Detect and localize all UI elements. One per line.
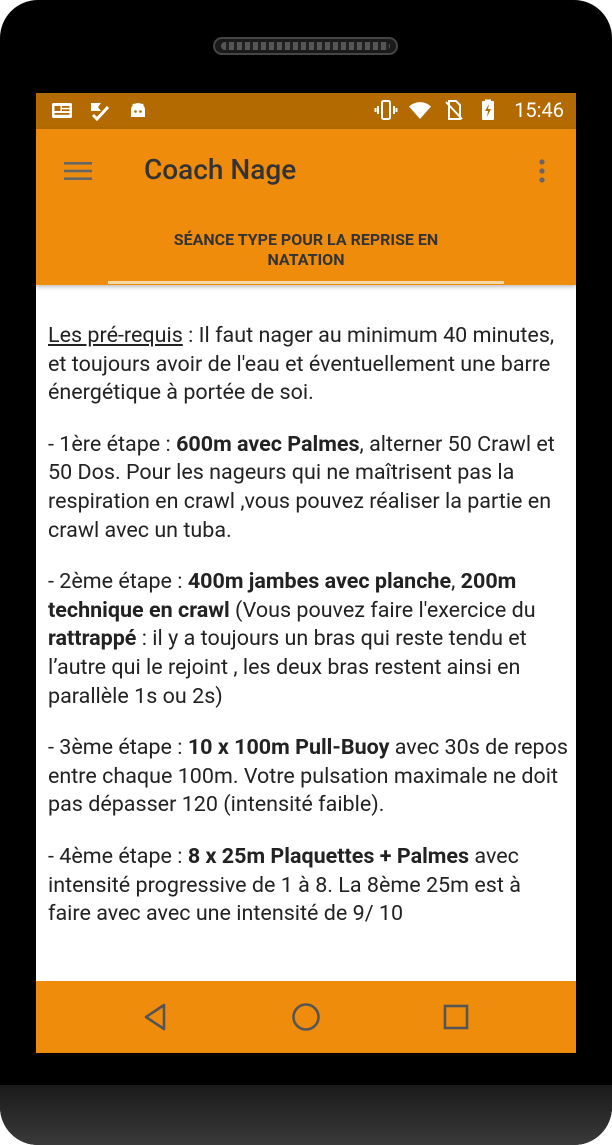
android-icon — [126, 99, 150, 123]
phone-speaker — [213, 37, 398, 55]
paragraph-step-2: - 2ème étape : 400m jambes avec planche, 200m technique en crawl (Vous pouvez faire l'exercice du rattrappé : il y a toujours un bras qui reste tendu et l’autre qui le rejoint , les deux bras restent ainsi en parallèle 1s ou 2s) — [48, 569, 536, 709]
paragraph-step-4: - 4ème étape : 8 x 25m Plaquettes + Palmes avec intensité progressive de 1 à 8. La 8ème 25m est à faire avec avec une intensité de 9/ 10 — [48, 843, 521, 927]
screen — [36, 93, 576, 1053]
app-title: Coach Nage — [144, 153, 297, 186]
status-clock: 15:46 — [514, 98, 564, 122]
tab-indicator — [108, 281, 504, 284]
status-bar — [36, 93, 576, 129]
tab-seance-type[interactable] — [108, 229, 504, 285]
tab-label-line2: NATATION — [267, 250, 345, 269]
check-task-icon — [88, 99, 112, 123]
recents-icon[interactable] — [438, 999, 474, 1035]
no-sim-icon — [442, 98, 466, 122]
article-content — [48, 322, 568, 952]
paragraph-step-3: - 3ème étape : 10 x 100m Pull-Buoy avec 30s de repos entre chaque 100m. Votre pulsation maximale ne doit pas dépasser 120 (intensité faible). — [48, 735, 568, 818]
wifi-icon — [408, 98, 432, 122]
app-bar — [36, 129, 576, 285]
paragraph-prerequis: Les pré-requis : Il faut nager au minimum 40 minutes, et toujours avoir de l'eau et éventuellement une barre énergétique à portée de soi. — [48, 323, 555, 406]
tab-label-line1: SÉANCE TYPE POUR LA REPRISE EN — [173, 230, 439, 249]
overflow-menu-icon[interactable] — [530, 155, 554, 187]
paragraph-step-1: - 1ère étape : 600m avec Palmes, alterner 50 Crawl et 50 Dos. Pour les nageurs qui ne maîtrisent pas la respiration en crawl ,vous pouvez réaliser la partie en crawl avec un tuba. — [48, 431, 555, 543]
home-icon[interactable] — [288, 999, 324, 1035]
hamburger-menu-icon[interactable] — [62, 155, 94, 187]
prerequis-label: Les pré-requis — [48, 323, 183, 348]
back-icon[interactable] — [138, 999, 174, 1035]
battery-charging-icon — [476, 98, 500, 122]
vibrate-icon — [374, 98, 398, 122]
nav-bar — [36, 981, 576, 1053]
news-icon — [50, 99, 74, 123]
phone-chin — [0, 1085, 612, 1145]
